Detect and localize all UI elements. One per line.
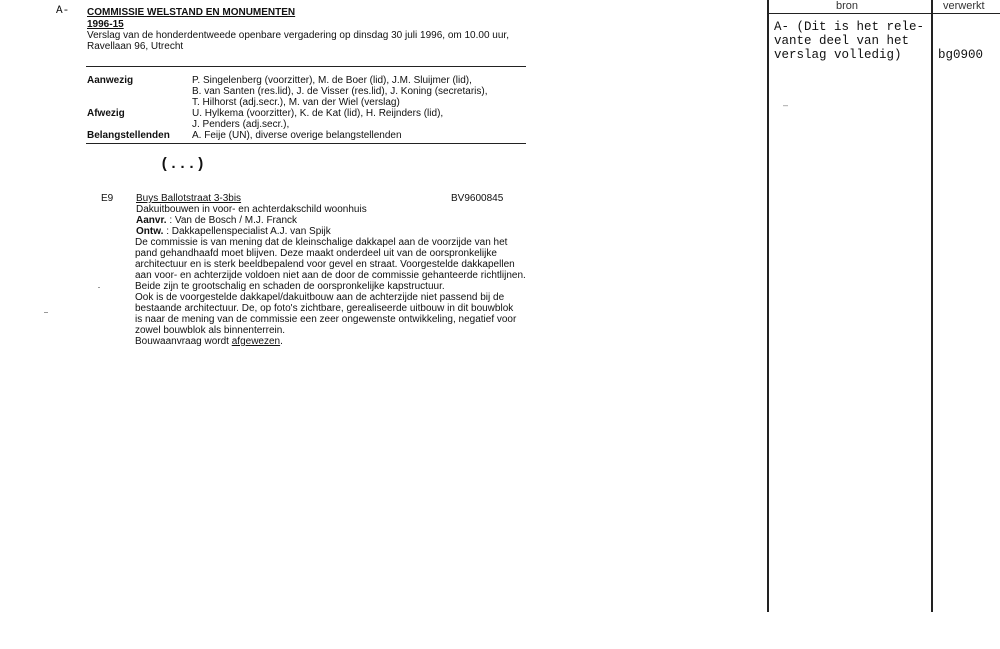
- present-label: Aanwezig: [87, 75, 134, 86]
- applicant-label: Aanvr.: [136, 215, 167, 226]
- absent-line-1: U. Hylkema (voorzitter), K. de Kat (lid), H. Reijnders (lid),: [192, 108, 444, 119]
- decision-prefix: Bouwaanvraag wordt: [135, 336, 232, 347]
- body-line-4: aan voor- en achterzijde voldoen niet aan de door de commissie gehanteerde richtlijnen.: [135, 270, 526, 281]
- header-divider: [86, 66, 526, 67]
- item-reference: BV9600845: [451, 193, 504, 204]
- absent-label: Afwezig: [87, 108, 125, 119]
- body-line-7: bestaande architectuur. De, op foto's zichtbare, gerealiseerde uitbouw in dit bouwblok: [135, 303, 514, 314]
- processed-code: bg0900: [938, 48, 984, 62]
- designer-value: : Dakkapellenspecialist A.J. van Spijk: [166, 226, 331, 237]
- meeting-line-2: Ravellaan 96, Utrecht: [87, 41, 184, 52]
- scan-speck: [98, 287, 100, 288]
- source-note-line-1: A- (Dit is het rele-: [774, 20, 925, 34]
- present-line-1: P. Singelenberg (voorzitter), M. de Boer (lid), J.M. Sluijmer (lid),: [192, 75, 472, 86]
- meeting-line-1: Verslag van de honderdentweede openbare vergadering op dinsdag 30 juli 1996, om 10.00 uur,: [87, 30, 509, 41]
- absent-line-2: J. Penders (adj.secr.),: [192, 119, 290, 130]
- source-column-header: bron: [836, 0, 859, 12]
- decision-value: afgewezen: [231, 336, 281, 347]
- item-address: Buys Ballotstraat 3-3bis: [136, 193, 242, 204]
- present-line-2: B. van Santen (res.lid), J. de Visser (res.lid), J. Koning (secretaris),: [192, 86, 488, 97]
- sidebar-left-border: [767, 0, 769, 612]
- document-year: 1996-15: [87, 19, 124, 30]
- processed-column-header: verwerkt: [943, 0, 985, 12]
- body-line-5: Beide zijn te grootschalig en schaden de oorspronkelijke kapstructuur.: [135, 281, 445, 292]
- body-line-2: pand gehandhaafd moet blijven. Deze maakt onderdeel uit van de oorspronkelijke: [135, 248, 497, 259]
- margin-mark: A-: [56, 5, 70, 17]
- decision-line: [135, 337, 283, 348]
- sidebar-dash: –: [783, 100, 789, 110]
- sidebar-column-divider: [931, 0, 933, 612]
- body-line-1: De commissie is van mening dat de kleinschalige dakkapel aan de voorzijde van het: [135, 237, 508, 248]
- designer-row: [136, 227, 331, 238]
- body-line-6: Ook is de voorgestelde dakkapel/dakuitbouw aan de achterzijde niet passend bij de: [135, 292, 505, 303]
- body-line-9: zowel bouwblok als binnenterrein.: [135, 325, 286, 336]
- stakeholders-text: A. Feije (UN), diverse overige belangstellenden: [192, 130, 402, 141]
- sidebar-header-rule: [768, 13, 1000, 14]
- body-line-3: architectuur en is sterk beeldbepalend voor gevel en straat. Voorgestelde dakkapellen: [135, 259, 515, 270]
- source-note-line-2: vante deel van het: [774, 34, 910, 48]
- attendance-divider: [86, 143, 526, 144]
- item-code: E9: [101, 193, 114, 204]
- item-subject: Dakuitbouwen in voor- en achterdakschild woonhuis: [136, 204, 367, 215]
- applicant-row: [136, 216, 297, 227]
- designer-label: Ontw.: [136, 226, 164, 237]
- document-title: COMMISSIE WELSTAND EN MONUMENTEN: [87, 7, 296, 18]
- decision-suffix: .: [280, 336, 283, 347]
- omission-marker: (...): [160, 156, 206, 173]
- stakeholders-label: Belangstellenden: [87, 130, 170, 141]
- scan-speck: [44, 312, 48, 313]
- body-line-8: is naar de mening van de commissie een zeer ongewenste ontwikkeling, negatief voor: [135, 314, 517, 325]
- source-note-line-3: verslag volledig): [774, 48, 902, 62]
- present-line-3: T. Hilhorst (adj.secr.), M. van der Wiel (verslag): [192, 97, 400, 108]
- applicant-value: : Van de Bosch / M.J. Franck: [169, 215, 298, 226]
